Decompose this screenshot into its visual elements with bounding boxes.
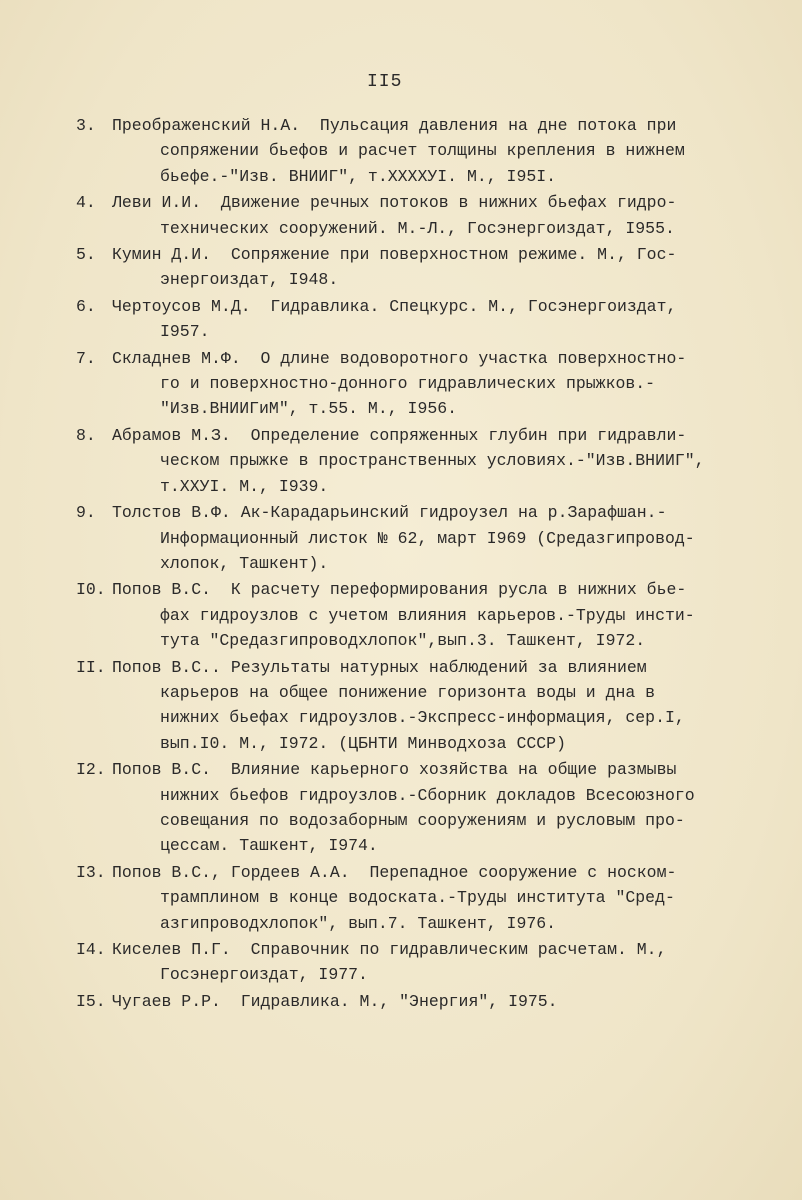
- reference-text-continuation: энергоиздат, I948.: [160, 270, 339, 290]
- reference-text-continuation: ческом прыжке в пространственных условиях.-"Изв.ВНИИГ",: [160, 451, 705, 471]
- reference-text: Абрамов М.З. Определение сопряженных глубин при гидравли-: [112, 425, 687, 445]
- reference-text-continuation: хлопок, Ташкент).: [160, 553, 329, 573]
- reference-text-continuation: цессам. Ташкент, I974.: [160, 836, 378, 856]
- reference-list: [76, 113, 716, 1015]
- reference-text: Киселев П.Г. Справочник по гидравлическим расчетам. М.,: [112, 940, 667, 959]
- reference-text-continuation: нижних бьефов гидроузлов.-Сборник докладов Всесоюзного: [160, 785, 695, 805]
- reference-text: Попов В.С. К расчету переформирования русла в нижних бье-: [112, 580, 687, 600]
- reference-text-continuation: совещания по водозаборным сооружениям и русловым про-: [160, 810, 685, 830]
- reference-text: Преображенский Н.А. Пульсация давления на дне потока при: [112, 116, 677, 135]
- reference-number: 4.: [76, 193, 96, 213]
- reference-item: [76, 190, 716, 241]
- reference-item: [76, 989, 716, 1014]
- reference-number: 3.: [76, 116, 96, 135]
- reference-text-continuation: нижних бьефах гидроузлов.-Экспресс-информация, сер.I,: [160, 708, 685, 728]
- reference-text-continuation: Информационный листок № 62, март I969 (Средазгипровод-: [160, 528, 695, 548]
- reference-text: Складнев М.Ф. О длине водоворотного участка поверхностно-: [112, 348, 687, 368]
- reference-text: Леви И.И. Движение речных потоков в нижних бьефах гидро-: [112, 193, 677, 213]
- reference-number: I3.: [76, 862, 106, 882]
- reference-number: 7.: [76, 348, 96, 368]
- reference-text-continuation: вып.I0. М., I972. (ЦБНТИ Минводхоза СССР): [160, 733, 566, 753]
- reference-item: [76, 655, 716, 757]
- reference-text-continuation: технических сооружений. М.-Л., Госэнергоиздат, I955.: [160, 218, 675, 238]
- page-number: II5: [367, 72, 403, 92]
- reference-text: Кумин Д.И. Сопряжение при поверхностном режиме. М., Гос-: [112, 245, 677, 265]
- reference-text-continuation: I957.: [160, 322, 210, 342]
- reference-number: I4.: [76, 940, 106, 959]
- reference-text-continuation: "Изв.ВНИИГиМ", т.55. М., I956.: [160, 399, 458, 419]
- reference-text: Попов В.С.. Результаты натурных наблюдений за влиянием: [112, 657, 647, 677]
- reference-text-continuation: трамплином в конце водоската.-Труды института "Сред-: [160, 888, 675, 908]
- reference-item: [76, 860, 716, 936]
- reference-text: Попов В.С. Влияние карьерного хозяйства на общие размывы: [112, 760, 677, 780]
- reference-number: II.: [76, 657, 106, 677]
- reference-number: I2.: [76, 760, 106, 780]
- reference-item: [76, 346, 716, 422]
- reference-item: [76, 937, 716, 988]
- reference-text: Толстов В.Ф. Ак-Карадарьинский гидроузел на р.Зарафшан.-: [112, 503, 667, 523]
- reference-text-continuation: азгипроводхлопок", вып.7. Ташкент, I976.: [160, 913, 557, 933]
- reference-item: [76, 500, 716, 576]
- reference-text-continuation: т.XXУI. М., I939.: [160, 476, 329, 496]
- reference-text-continuation: фах гидроузлов с учетом влияния карьеров.-Труды инсти-: [160, 605, 695, 625]
- reference-item: [76, 294, 716, 345]
- reference-number: I5.: [76, 991, 106, 1011]
- reference-number: 9.: [76, 503, 96, 523]
- reference-text-continuation: тута "Средазгипроводхлопок",вып.3. Ташкент, I972.: [160, 631, 646, 651]
- reference-text: Попов В.С., Гордеев А.А. Перепадное сооружение с носком-: [112, 862, 677, 882]
- reference-item: [76, 242, 716, 293]
- reference-text-continuation: карьеров на общее понижение горизонта воды и дна в: [160, 682, 656, 702]
- reference-text-continuation: Госэнергоиздат, I977.: [160, 965, 368, 985]
- reference-text: Чугаев Р.Р. Гидравлика. М., "Энергия", I975.: [112, 991, 558, 1011]
- reference-number: I0.: [76, 580, 106, 600]
- reference-text-continuation: сопряжении бьефов и расчет толщины крепления в нижнем: [160, 141, 685, 161]
- reference-text-continuation: бьефе.-"Изв. ВНИИГ", т.XXXXУI. М., I95I.: [160, 166, 557, 186]
- reference-number: 6.: [76, 296, 96, 316]
- reference-number: 5.: [76, 245, 96, 265]
- reference-item: [76, 423, 716, 499]
- reference-text-continuation: го и поверхностно-донного гидравлических прыжков.-: [160, 374, 656, 394]
- reference-number: 8.: [76, 425, 96, 445]
- reference-item: [76, 577, 716, 653]
- reference-item: [76, 757, 716, 859]
- reference-text: Чертоусов М.Д. Гидравлика. Спецкурс. М., Госэнергоиздат,: [112, 296, 677, 316]
- reference-item: [76, 113, 716, 189]
